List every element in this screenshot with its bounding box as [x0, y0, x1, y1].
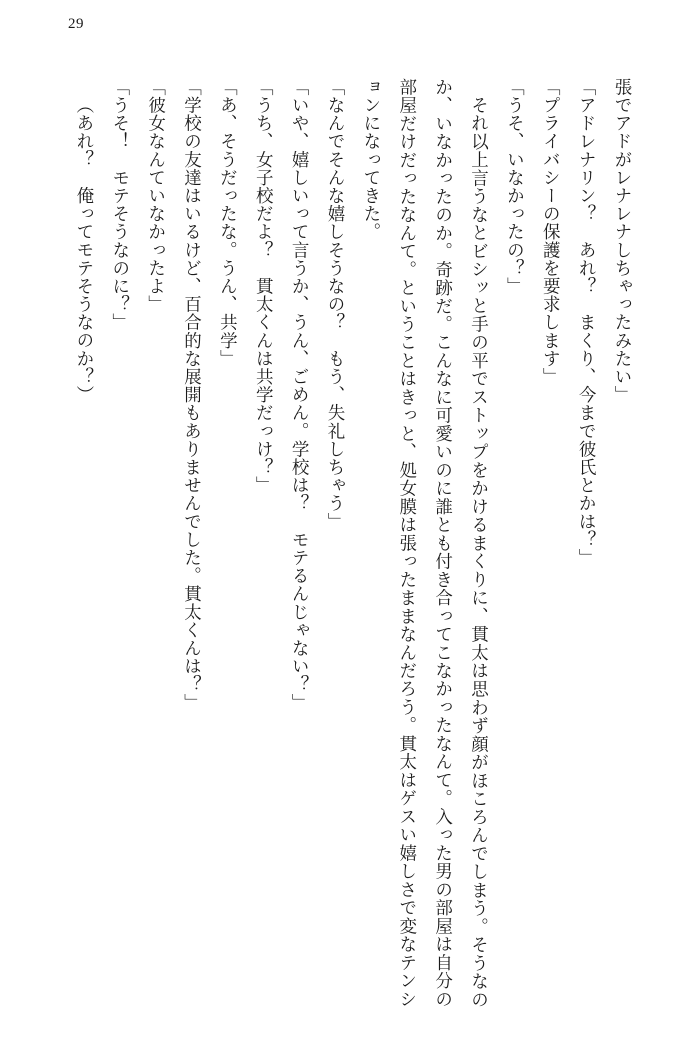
- page-number: 29: [68, 16, 84, 32]
- body-paragraph: 「プライバシーの保護を要求します」: [540, 78, 561, 386]
- body-paragraph: 「うち、女子校だよ？ 貫太くんは共学だっけ？」: [253, 78, 274, 495]
- body-paragraph: 「彼女なんていなかったよ」: [145, 78, 166, 314]
- body-paragraph: 「アドレナリン？ あれ？ まくり、今まで彼氏とかは？」: [576, 78, 597, 567]
- body-paragraph: 「学校の友達はいるけど、百合的な展開もありませんでした。貫太くんは？」: [181, 78, 202, 712]
- body-paragraph: 張でアドがレナレナしちゃったみたい」: [612, 78, 632, 404]
- body-paragraph: 「いや、嬉しいって言うか、うん、ごめん。学校は？ モテるんじゃない？」: [289, 78, 310, 712]
- body-paragraph: （あれ？ 俺ってモテそうなのか？）: [73, 95, 94, 404]
- body-paragraph: 「あ、そうだったな。うん、共学」: [217, 78, 238, 368]
- body-paragraph: 「うそ、いなかったの？」: [504, 78, 525, 296]
- body-paragraph: それ以上言うなとビシッと手の平でストップをかけるまくりに、貫太は思わず顔がほころんでしまう。そうなのか、いなかったのか。奇跡だ。こんなに可愛いのに誰とも付き合ってこなかったなんて。入った男の部屋は自分の部屋だけだったなんて。ということはきっと、処女膜は張ったままなんだろう。貫太はゲスい嬉しさで変なテンションになってきた。: [360, 78, 489, 1008]
- body-paragraph: 「なんでそんな嬉しそうなの？ もう、失礼しちゃう」: [325, 78, 345, 531]
- page-body-text: [54, 78, 639, 1008]
- body-paragraph: 「うそ！ モテそうなのに？」: [109, 78, 130, 332]
